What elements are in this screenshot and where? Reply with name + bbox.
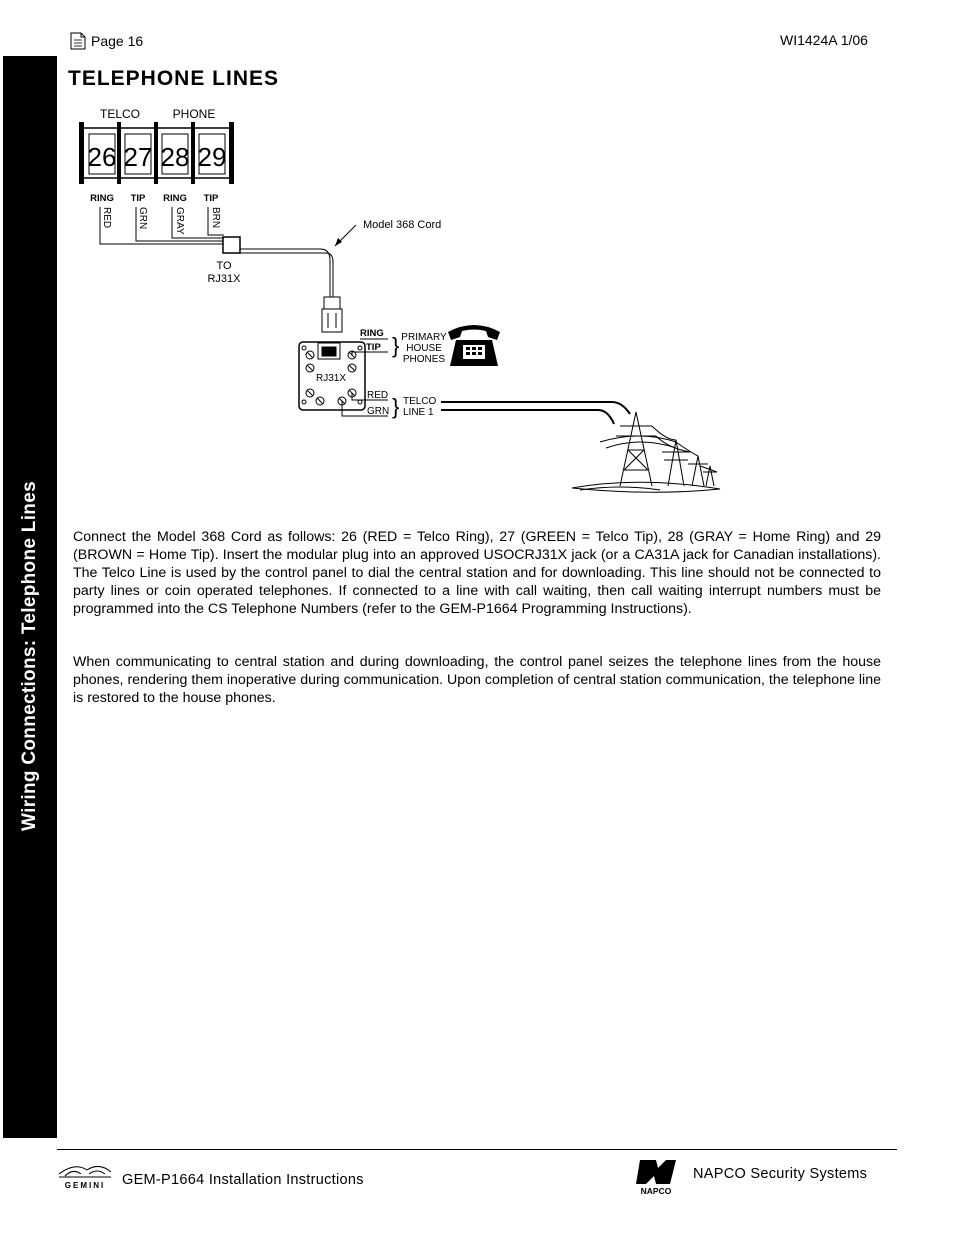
terminal-strip [79,122,234,184]
house-phones-label-1: PRIMARY [401,332,447,343]
telco-line-wires [441,402,630,424]
utility-poles-icon [572,412,720,492]
telco-red-label: RED [367,390,389,401]
footer-company-name: NAPCO Security Systems [693,1166,868,1182]
wire-color-red: RED [101,207,112,229]
terminal-27: 27 [123,142,153,172]
house-ring-label: RING [360,328,384,339]
signal-label-tip-1: TIP [130,193,146,204]
wire-color-brn: BRN [210,207,221,229]
instruction-paragraph-1: Connect the Model 368 Cord as follows: 26 (RED = Telco Ring), 27 (GREEN = Telco Tip), 28 (GRAY = Home Ring) and 29 (BROWN = Home Tip). Insert the modular plug into an approved USOCRJ31X jack (or a CA31A jack for Canadian installations). The Telco Line is used by the control panel to dial the central station and for downloading. This line should not be connected to party lines or coin operated telephones. If connected to a line with call waiting, then call waiting interrupt numbers must be programmed into the CS Telephone Numbers (refer to the GEM-P1664 Programming Instructions). [73,529,881,617]
signal-label-ring-2: RING [163,193,187,204]
sidebar-title: Wiring Connections: Telephone Lines [19,481,40,831]
signal-label-ring-1: RING [90,193,114,204]
house-phones-label-2: HOUSE [406,343,442,354]
telephone-icon [448,325,500,366]
house-brace: } [392,333,400,358]
page-header [70,32,143,50]
to-label: TO [216,260,232,272]
gemini-logo [55,1160,115,1190]
model-368-cord-label: Model 368 Cord [363,219,442,231]
wire-color-gray: GRAY [174,207,185,235]
footer-divider [57,1149,897,1150]
page-number: Page 16 [91,33,144,49]
terminal-29: 29 [197,142,227,172]
telco-group-label: TELCO [99,107,141,121]
phone-group-label: PHONE [172,107,216,121]
document-icon [70,32,86,50]
terminal-26: 26 [87,142,117,172]
instruction-paragraph-2: When communicating to central station and during downloading, the control panel seizes the telephone lines from the house phones, rendering them inoperative during communication. Upon completion of central station communication, the telephone line is restored to the house phones. [73,654,881,706]
house-phones-label-3: PHONES [402,354,446,365]
to-rj31x-label: RJ31X [207,273,241,285]
napco-logo-text: NAPCO [640,1186,672,1196]
signal-label-tip-2: TIP [203,193,219,204]
wire-color-grn: GRN [137,207,148,230]
telco-line-label-1: TELCO [403,396,437,407]
wiring-diagram [60,100,760,500]
rj31x-jack-label: RJ31X [315,373,347,384]
section-title: TELEPHONE LINES [68,67,280,90]
modular-plug [322,297,342,332]
telco-brace: } [392,394,400,419]
model-368-cord [240,249,330,298]
cord-wires [100,207,224,244]
sidebar [3,56,57,1138]
napco-logo [632,1156,682,1198]
telco-line-label-2: LINE 1 [403,407,434,418]
document-code: WI1424A 1/06 [780,32,868,48]
cord-connector [223,237,240,253]
terminal-28: 28 [160,142,190,172]
gemini-logo-text: GEMINI [64,1181,106,1190]
house-tip-label: TIP [366,342,381,353]
footer-document-title: GEM-P1664 Installation Instructions [122,1172,364,1188]
telco-grn-label: GRN [367,406,390,417]
